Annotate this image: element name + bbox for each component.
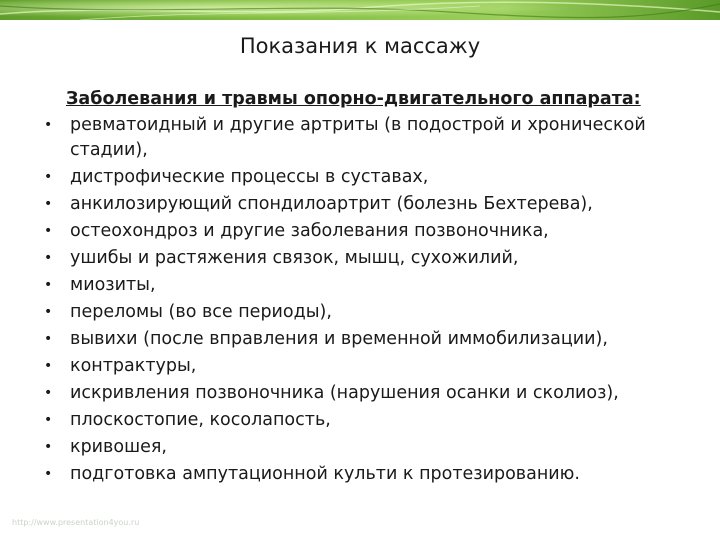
bullet-icon: • <box>44 169 53 185</box>
bullet-icon: • <box>44 412 53 428</box>
list-item <box>40 435 700 460</box>
list-item <box>40 246 700 271</box>
indications-list <box>40 113 700 487</box>
list-item-text: плоскостопие, косолапость, <box>70 410 331 430</box>
footer-url: http://www.presentation4you.ru <box>12 518 140 527</box>
list-item <box>40 462 700 487</box>
list-item-text: дистрофические процессы в суставах, <box>70 167 429 187</box>
section-heading: Заболевания и травмы опорно-двигательного аппарата: <box>66 89 641 109</box>
list-item-text: переломы (во все периоды), <box>70 302 332 322</box>
list-item <box>40 113 700 163</box>
list-item <box>40 381 700 406</box>
bullet-icon: • <box>44 223 53 239</box>
list-item-text: вывихи (после вправления и временной иммобилизации), <box>70 329 608 349</box>
bullet-icon: • <box>44 466 53 482</box>
list-item <box>40 300 700 325</box>
bullet-icon: • <box>44 196 53 212</box>
list-item-text: искривления позвоночника (нарушения осанки и сколиоз), <box>70 383 619 403</box>
list-item-text: миозиты, <box>70 275 156 295</box>
list-item <box>40 273 700 298</box>
slide-title: Показания к массажу <box>239 34 481 58</box>
list-item-text: ревматоидный и другие артриты (в подострой и хронической стадии), <box>70 115 646 160</box>
list-item <box>40 192 700 217</box>
list-item-text: кривошея, <box>70 437 167 457</box>
bullet-icon: • <box>44 304 53 320</box>
slide-content <box>40 87 700 489</box>
bullet-icon: • <box>44 439 53 455</box>
bullet-icon: • <box>44 250 53 266</box>
list-item-text: контрактуры, <box>70 356 197 376</box>
bullet-icon: • <box>44 117 53 133</box>
list-item <box>40 165 700 190</box>
bullet-icon: • <box>44 358 53 374</box>
bullet-icon: • <box>44 385 53 401</box>
list-item <box>40 354 700 379</box>
bullet-icon: • <box>44 277 53 293</box>
bullet-icon: • <box>44 331 53 347</box>
list-item-text: анкилозирующий спондилоартрит (болезнь Бехтерева), <box>70 194 593 214</box>
list-item-text: остеохондроз и другие заболевания позвоночника, <box>70 221 549 241</box>
list-item <box>40 327 700 352</box>
list-item-text: подготовка ампутационной культи к протезированию. <box>70 464 580 484</box>
decorative-banner <box>0 0 720 20</box>
list-item-text: ушибы и растяжения связок, мышц, сухожилий, <box>70 248 519 268</box>
list-item <box>40 219 700 244</box>
list-item <box>40 408 700 433</box>
